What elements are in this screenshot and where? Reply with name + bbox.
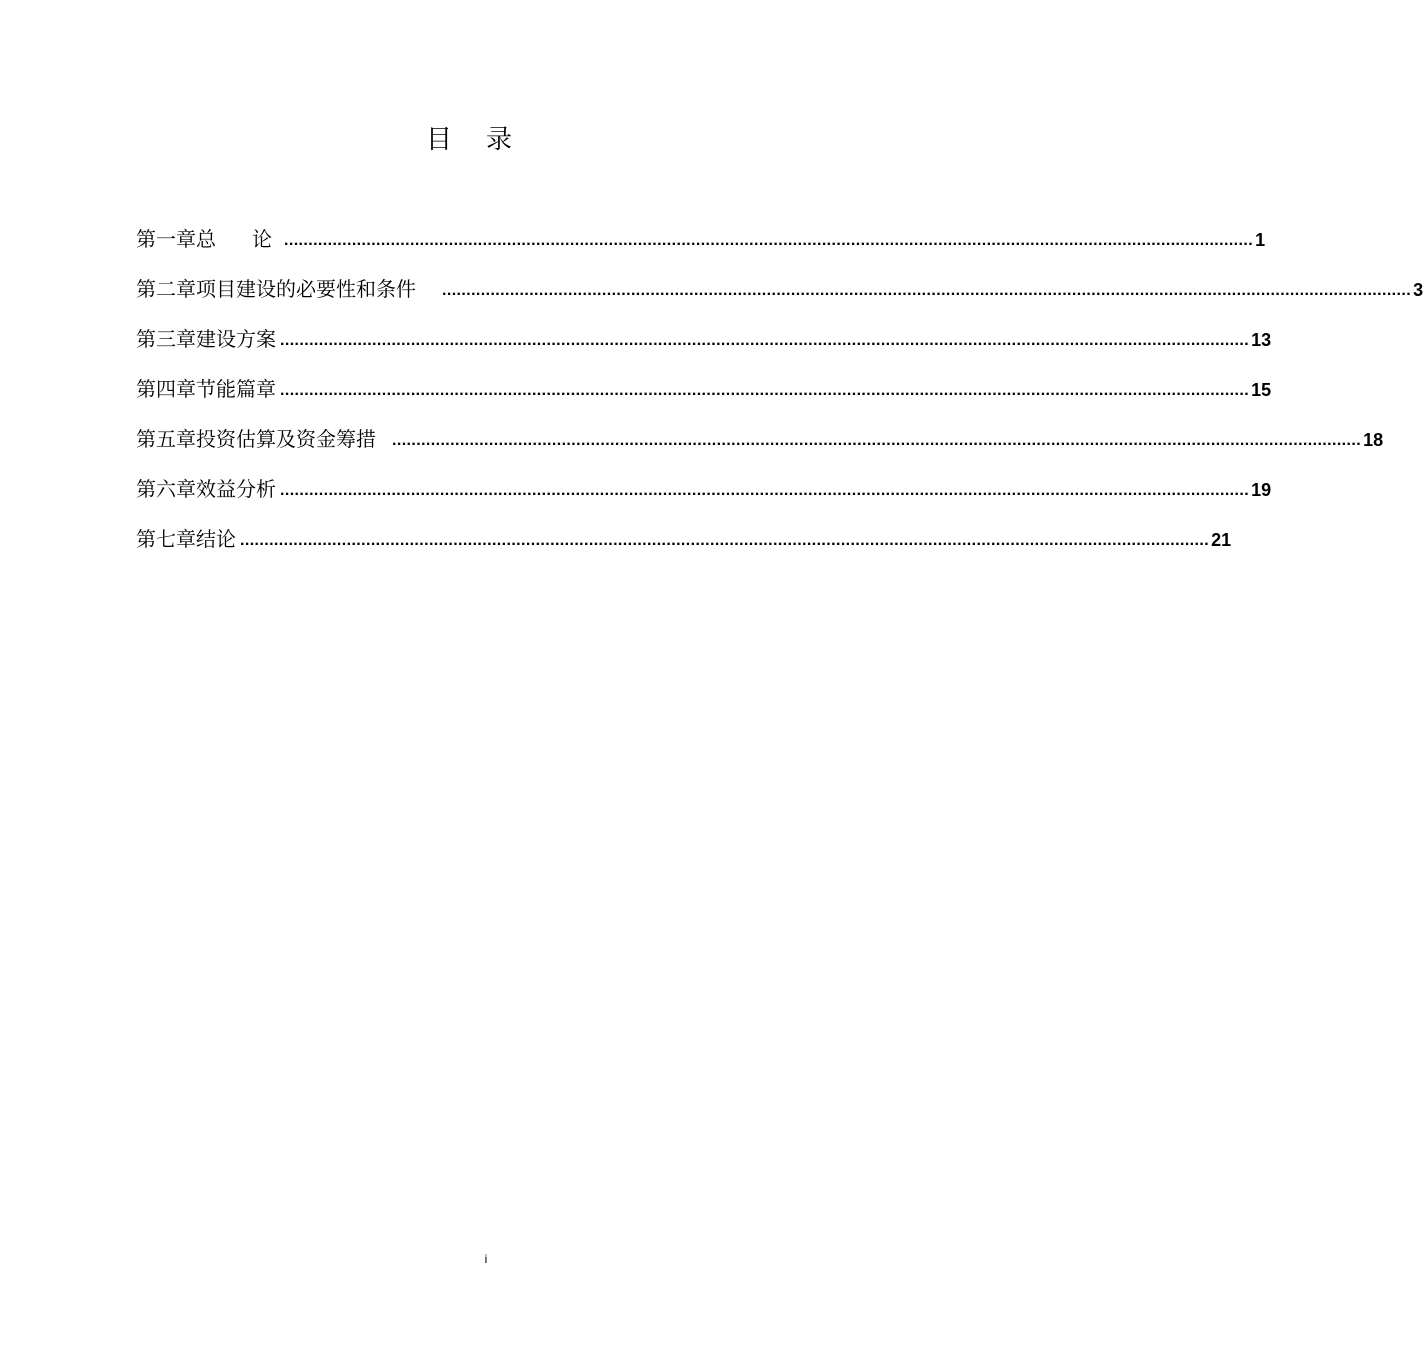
chapter-number: 第二章 [136,277,196,301]
chapter-number: 第四章 [136,377,196,401]
toc-entry-5[interactable] [136,422,1384,452]
chapter-title: 结论 [196,527,236,551]
chapter-number: 第六章 [136,477,196,501]
page-number: 21 [1211,530,1232,550]
page-number: 18 [1363,430,1384,450]
page-number: 1 [1255,230,1266,250]
dot-leader: ........................................................................................................................................................................................................ [240,532,1210,549]
toc-entry-7[interactable] [136,522,1232,552]
chapter-title: 效益分析 [196,477,276,501]
page-number: 13 [1251,330,1272,350]
toc-entry-6[interactable] [136,472,1272,502]
chapter-title: 总 论 [196,227,280,251]
toc-title: 目录 [425,125,546,155]
toc-entry-4[interactable] [136,372,1272,402]
page-number: 15 [1251,380,1272,400]
dot-leader: ........................................................................................................................................................................................................ [284,232,1254,249]
dot-leader: ........................................................................................................................................................................................................ [392,432,1362,449]
toc-entry-2[interactable] [136,272,1423,302]
dot-leader: ........................................................................................................................................................................................................ [442,282,1412,299]
dot-leader: ........................................................................................................................................................................................................ [280,382,1250,399]
dot-leader: ........................................................................................................................................................................................................ [280,332,1250,349]
chapter-number: 第三章 [136,327,196,351]
page-number: 19 [1251,480,1272,500]
toc-entry-1[interactable] [136,222,1266,252]
chapter-number: 第一章 [136,227,196,251]
dot-leader: ........................................................................................................................................................................................................ [280,482,1250,499]
toc-entry-3[interactable] [136,322,1272,352]
footer-page-number: i [484,1252,488,1266]
chapter-number: 第五章 [136,427,196,451]
chapter-title: 投资估算及资金筹措 [196,427,376,451]
chapter-title: 项目建设的必要性和条件 [196,277,416,301]
chapter-number: 第七章 [136,527,196,551]
page-number: 3 [1413,280,1423,300]
chapter-title: 节能篇章 [196,377,276,401]
chapter-title: 建设方案 [196,327,276,351]
